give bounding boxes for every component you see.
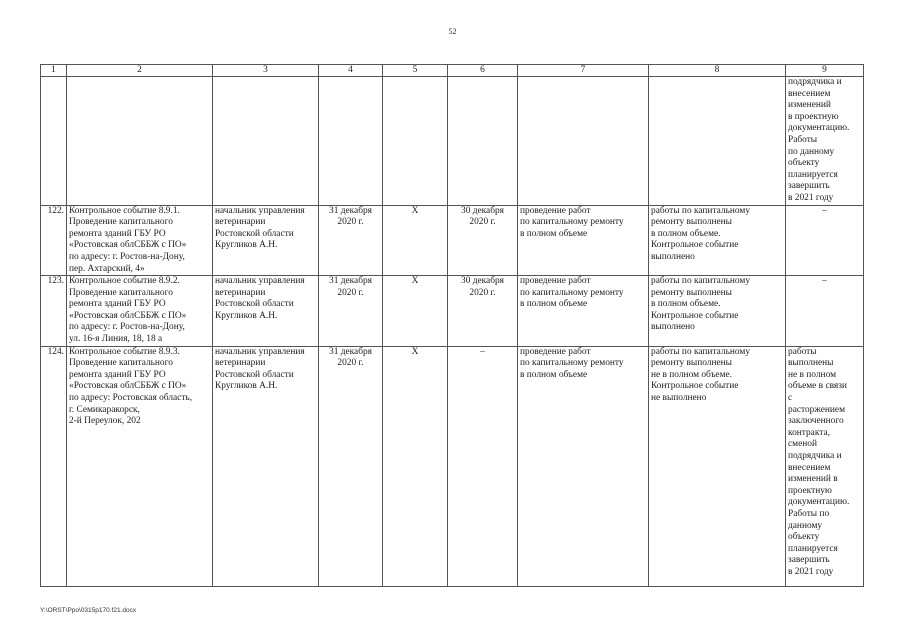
cell-line: ремонту выполнены: [651, 358, 732, 369]
cell-line: по данному: [788, 146, 835, 157]
header-cell: 3: [213, 65, 319, 77]
cell-line: Работы по: [788, 508, 830, 519]
cell-line: ветеринарии: [215, 217, 266, 228]
result-cell: [649, 77, 786, 206]
table-row: [41, 205, 864, 276]
header-cell: 5: [383, 65, 448, 77]
cell-line: изменений в: [788, 474, 838, 485]
cell-line: Контрольное событие: [651, 381, 739, 392]
actual-date-cell: [448, 276, 518, 347]
cell-line: выполнены: [788, 358, 834, 369]
plan-cell: [383, 77, 448, 206]
cell-line: объекту: [788, 158, 820, 169]
cell-line: завершить: [788, 555, 830, 566]
cell-line: ремонта зданий ГБУ РО: [69, 299, 166, 310]
cell-line: ремонта зданий ГБУ РО: [69, 369, 166, 380]
cell-line: 2-й Переулок, 202: [69, 416, 141, 427]
header-cell: 9: [786, 65, 864, 77]
cell-line: начальник управления: [215, 276, 305, 287]
cell-line: Работы: [788, 134, 818, 145]
cell-line: 2020 г.: [337, 217, 364, 228]
row-number-cell: 124.: [41, 346, 67, 586]
cell-line: с: [788, 393, 793, 404]
cell-line: Ростовской области: [215, 299, 294, 310]
cell-line: не выполнено: [651, 393, 707, 404]
cell-line: 30 декабря: [461, 276, 504, 287]
result-cell: [649, 346, 786, 586]
cell-line: документацию.: [788, 123, 850, 134]
cell-line: 2020 г.: [469, 287, 496, 298]
report-table: [40, 64, 864, 587]
cell-line: по адресу: Ростовская область,: [69, 393, 193, 404]
cell-line: пер. Ахтарский, 4»: [69, 263, 145, 274]
note-cell: [786, 276, 864, 347]
cell-line: работы по капитальному: [651, 346, 751, 357]
cell-line: в 2021 году: [788, 192, 834, 203]
row-number-cell: 123.: [41, 276, 67, 347]
cell-line: в полном объеме.: [651, 299, 721, 310]
cell-line: ул. 16-я Линия, 18, 18 а: [69, 334, 163, 345]
deadline-cell: [319, 276, 383, 347]
plan-cell: Х: [383, 276, 448, 347]
plan-cell: Х: [383, 205, 448, 276]
result-cell: [649, 276, 786, 347]
work-cell: [518, 346, 649, 586]
cell-line: –: [480, 346, 485, 357]
actual-date-cell: [448, 346, 518, 586]
cell-line: подрядчика и: [788, 77, 842, 87]
work-cell: [518, 276, 649, 347]
note-cell: [786, 205, 864, 276]
header-cell: 7: [518, 65, 649, 77]
page-number: 52: [448, 27, 457, 36]
event-cell: [67, 346, 213, 586]
cell-line: ремонта зданий ГБУ РО: [69, 228, 166, 239]
note-cell: [786, 77, 864, 206]
cell-line: контракта,: [788, 427, 830, 438]
row-number-cell: 122.: [41, 205, 67, 276]
work-cell: [518, 205, 649, 276]
cell-line: работы по капитальному: [651, 205, 751, 216]
result-cell: [649, 205, 786, 276]
cell-line: Проведение капитального: [69, 217, 173, 228]
table-row: [41, 77, 864, 206]
cell-line: Ростовской области: [215, 228, 294, 239]
cell-line: объекту: [788, 532, 820, 543]
cell-line: 31 декабря: [329, 276, 372, 287]
cell-line: Контрольное событие 8.9.2.: [69, 276, 180, 287]
cell-line: 2020 г.: [337, 287, 364, 298]
cell-line: в полном объеме.: [651, 228, 721, 239]
cell-line: завершить: [788, 181, 830, 192]
table-row: [41, 346, 864, 586]
cell-line: данному: [788, 520, 823, 531]
cell-line: –: [822, 205, 827, 216]
cell-line: ветеринарии: [215, 358, 266, 369]
note-cell: [786, 346, 864, 586]
cell-line: не в полном объеме.: [651, 369, 733, 380]
cell-line: Проведение капитального: [69, 287, 173, 298]
cell-line: по капитальному ремонту: [520, 217, 624, 228]
cell-line: сменой: [788, 439, 817, 450]
cell-line: проектную: [788, 485, 832, 496]
cell-line: в 2021 году: [788, 566, 834, 577]
cell-line: по капитальному ремонту: [520, 287, 624, 298]
cell-line: «Ростовская облСББЖ с ПО»: [69, 381, 187, 392]
cell-line: Проведение капитального: [69, 358, 173, 369]
cell-line: Кругликов А.Н.: [215, 240, 278, 251]
cell-line: Контрольное событие: [651, 240, 739, 251]
responsible-cell: [213, 276, 319, 347]
responsible-cell: [213, 346, 319, 586]
event-cell: [67, 205, 213, 276]
header-cell: 8: [649, 65, 786, 77]
header-row: [41, 65, 864, 77]
cell-line: ремонту выполнены: [651, 217, 732, 228]
cell-line: 31 декабря: [329, 346, 372, 357]
table-row: [41, 276, 864, 347]
cell-line: выполнено: [651, 251, 695, 262]
plan-cell: Х: [383, 346, 448, 586]
cell-line: в полном объеме: [520, 228, 588, 239]
row-number-cell: [41, 77, 67, 206]
cell-line: в полном объеме: [520, 299, 588, 310]
cell-line: работы: [788, 346, 817, 357]
cell-line: проведение работ: [520, 346, 591, 357]
deadline-cell: [319, 77, 383, 206]
cell-line: проведение работ: [520, 276, 591, 287]
cell-line: Контрольное событие 8.9.1.: [69, 205, 180, 216]
cell-line: внесением: [788, 88, 831, 99]
cell-line: 2020 г.: [337, 358, 364, 369]
cell-line: ветеринарии: [215, 287, 266, 298]
cell-line: внесением: [788, 462, 831, 473]
cell-line: подрядчика и: [788, 451, 842, 461]
header-cell: 1: [41, 65, 67, 77]
cell-line: 30 декабря: [461, 205, 504, 216]
responsible-cell: [213, 205, 319, 276]
cell-line: по капитальному ремонту: [520, 358, 624, 369]
cell-line: документацию.: [788, 497, 850, 508]
cell-line: заключенного: [788, 416, 844, 427]
file-path-footer: Y:\ORST\Ppo\0315p170.f21.docx: [40, 607, 137, 614]
cell-line: ремонту выполнены: [651, 287, 732, 298]
header-cell: 6: [448, 65, 518, 77]
cell-line: начальник управления: [215, 205, 305, 216]
deadline-cell: [319, 205, 383, 276]
actual-date-cell: [448, 205, 518, 276]
cell-line: 31 декабря: [329, 205, 372, 216]
responsible-cell: [213, 77, 319, 206]
cell-line: выполнено: [651, 322, 695, 333]
cell-line: «Ростовская облСББЖ с ПО»: [69, 310, 187, 321]
event-cell: [67, 77, 213, 206]
actual-date-cell: [448, 77, 518, 206]
cell-line: в полном объеме: [520, 369, 588, 380]
cell-line: работы по капитальному: [651, 276, 751, 287]
cell-line: по адресу: г. Ростов-на-Дону,: [69, 322, 185, 333]
cell-line: Ростовской области: [215, 369, 294, 380]
cell-line: изменений: [788, 100, 831, 111]
work-cell: [518, 77, 649, 206]
cell-line: не в полном: [788, 369, 837, 380]
cell-line: по адресу: г. Ростов-на-Дону,: [69, 251, 185, 262]
cell-line: Контрольное событие: [651, 310, 739, 321]
deadline-cell: [319, 346, 383, 586]
cell-line: –: [822, 276, 827, 287]
cell-line: начальник управления: [215, 346, 305, 357]
event-cell: [67, 276, 213, 347]
cell-line: в проектную: [788, 111, 839, 122]
cell-line: Кругликов А.Н.: [215, 381, 278, 392]
cell-line: проведение работ: [520, 205, 591, 216]
cell-line: 2020 г.: [469, 217, 496, 228]
cell-line: планируется: [788, 543, 838, 554]
cell-line: Кругликов А.Н.: [215, 310, 278, 321]
header-cell: 2: [67, 65, 213, 77]
cell-line: планируется: [788, 169, 838, 180]
header-cell: 4: [319, 65, 383, 77]
cell-line: расторжением: [788, 404, 846, 415]
cell-line: г. Семикаракорск,: [69, 404, 140, 415]
cell-line: объеме в связи: [788, 381, 847, 392]
cell-line: Контрольное событие 8.9.3.: [69, 346, 180, 357]
cell-line: «Ростовская облСББЖ с ПО»: [69, 240, 187, 251]
